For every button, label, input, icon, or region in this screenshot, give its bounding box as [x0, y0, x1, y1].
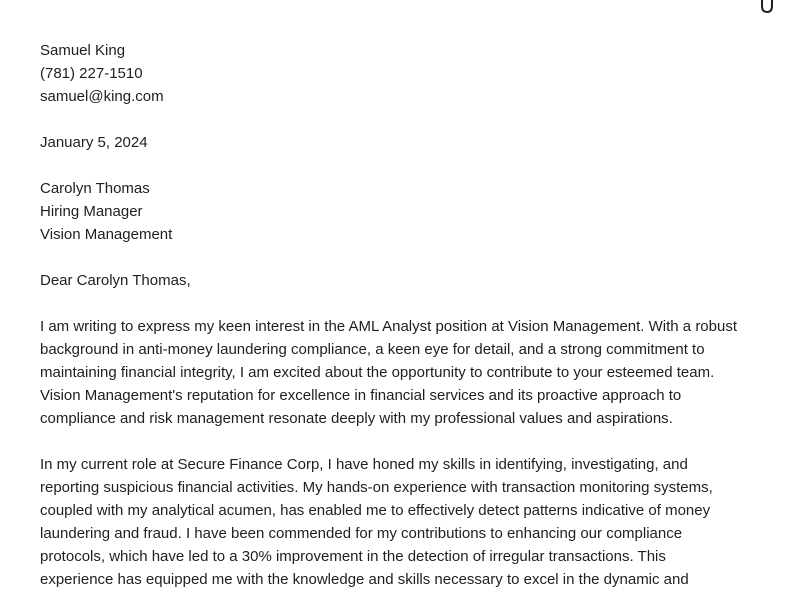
date-block — [40, 131, 780, 154]
letter-date: January 5, 2024 — [40, 134, 148, 151]
salutation: Dear Carolyn Thomas, — [40, 272, 191, 289]
salutation-block — [40, 269, 780, 292]
sender-name: Samuel King — [40, 42, 126, 59]
sender-email: samuel@king.com — [40, 88, 164, 105]
paragraph-line: background in anti-money laundering compliance, a keen eye for detail, and a strong commitment to — [40, 341, 705, 358]
cover-letter — [40, 39, 780, 593]
body-paragraph-2 — [40, 453, 780, 591]
body-paragraph-1 — [40, 315, 780, 430]
paragraph-line: coupled with my analytical acumen, has enabled me to effectively detect patterns indicative of money — [40, 502, 711, 519]
sender-block — [40, 39, 780, 108]
paragraph-line: In my current role at Secure Finance Corp, I have honed my skills in identifying, investigating, and — [40, 456, 688, 473]
paragraph-line: maintaining financial integrity, I am excited about the opportunity to contribute to your esteemed team. — [40, 364, 715, 381]
recipient-title: Hiring Manager — [40, 203, 143, 220]
paragraph-line: experience has equipped me with the knowledge and skills necessary to excel in the dynamic and — [40, 571, 689, 588]
paragraph-line: protocols, which have led to a 30% improvement in the detection of irregular transactions. This — [40, 548, 666, 565]
paragraph-line: laundering and fraud. I have been commended for my contributions to enhancing our compliance — [40, 525, 683, 542]
paragraph-line: compliance and risk management resonate deeply with my professional values and aspirations. — [40, 410, 673, 427]
corner-hook-icon — [760, 0, 774, 14]
paragraph-line: Vision Management's reputation for excellence in financial services and its proactive approach to — [40, 387, 682, 404]
paragraph-line: reporting suspicious financial activities. My hands-on experience with transaction monitoring systems, — [40, 479, 713, 496]
paragraph-line: I am writing to express my keen interest in the AML Analyst position at Vision Management. With a robust — [40, 318, 738, 335]
recipient-name: Carolyn Thomas — [40, 180, 150, 197]
recipient-company: Vision Management — [40, 226, 173, 243]
sender-phone: (781) 227-1510 — [40, 65, 143, 82]
recipient-block — [40, 177, 780, 246]
